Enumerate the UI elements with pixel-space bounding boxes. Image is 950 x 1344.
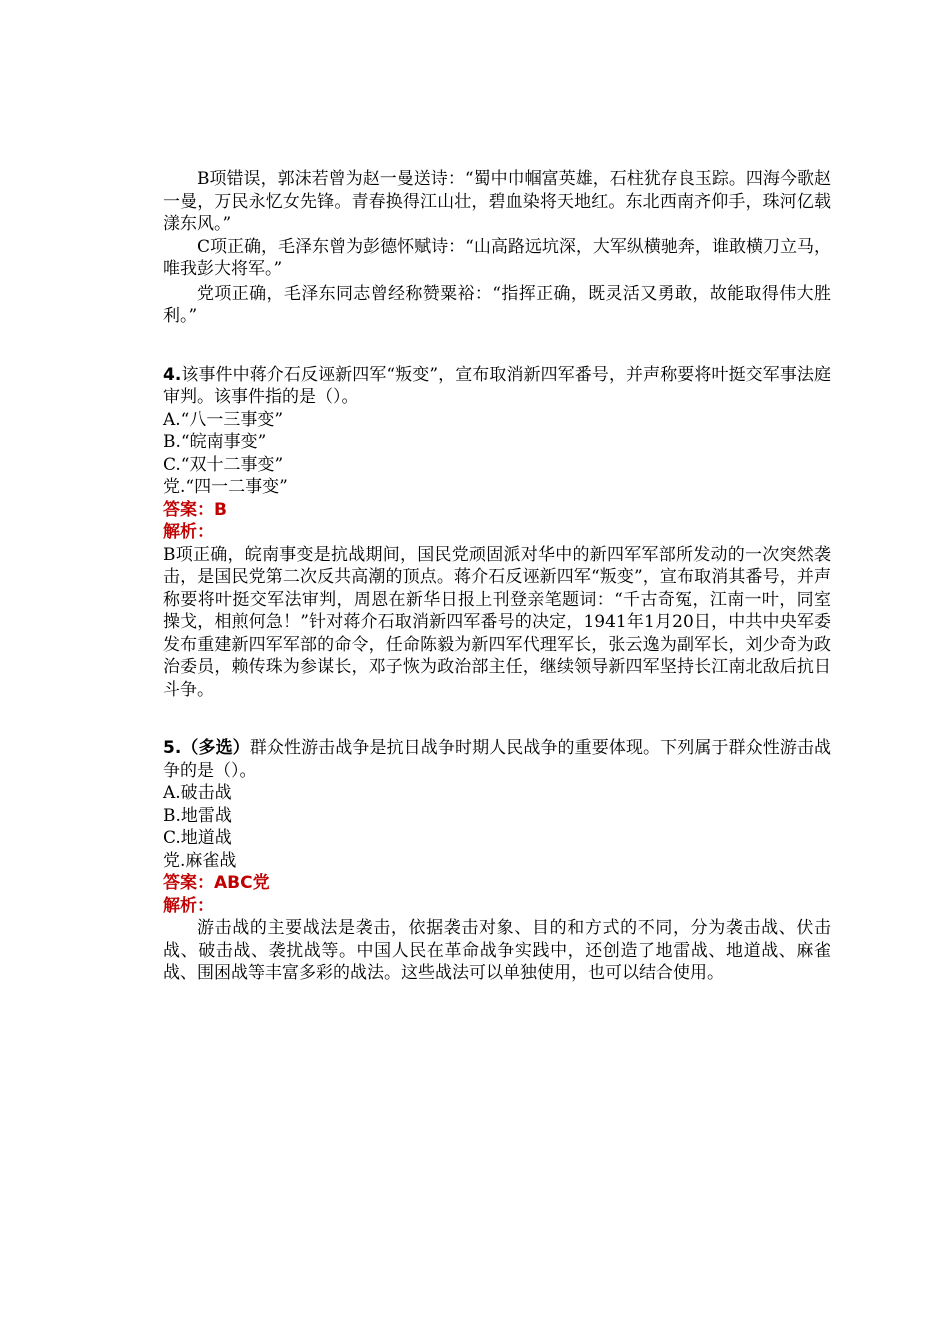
question-5-analysis: 游击战的主要战法是袭击，依据袭击对象、目的和方式的不同，分为袭击战、伏击战、破击战、袭扰战等。中国人民在革命战争实践中，还创造了地雷战、地道战、麻雀战、围困战等丰富多彩的战法。这些战法可以单独使用，也可以结合使用。 [163,918,831,983]
question-4-option-b: B.“皖南事变” [163,432,267,452]
prev-analysis-b: B项错误，郭沫若曾为赵一曼送诗：“蜀中巾帼富英雄，石柱犹存良玉踪。四海今歌赵一曼，万民永忆女先锋。青春换得江山壮，碧血染将天地红。东北西南齐仰手，珠河亿载漾东风。” [163,169,831,234]
prev-analysis-c: C项正确，毛泽东曾为彭德怀赋诗：“山高路远坑深，大军纵横驰奔，谁敢横刀立马，唯我彭大将军。” [163,236,831,279]
question-4 [163,364,831,702]
document-page [163,168,831,985]
question-5 [163,737,831,985]
question-4-stem [163,364,831,409]
question-4-option-d: 党.“四一二事变” [163,477,288,497]
question-5-option-a: A.破击战 [163,783,232,803]
question-4-option-a: A.“八一三事变” [163,409,284,430]
question-5-tag: （多选） [181,738,250,758]
question-4-number: 4. [163,364,182,385]
question-5-text: 群众性游击战争是抗日战争时期人民战争的重要体现。下列属于群众性游击战争的是（）。 [163,738,832,781]
prev-analysis-d: 党项正确，毛泽东同志曾经称赞粟裕：“指挥正确，既灵活又勇敢，故能取得伟大胜利。” [163,283,831,326]
question-4-answer: 答案：B [163,499,227,520]
question-4-text: 该事件中蒋介石反诬新四军“叛变”，宣布取消新四军番号，并声称要将叶挺交军事法庭审判。该事件指的是（）。 [163,364,831,407]
question-5-option-c: C.地道战 [163,828,232,848]
question-5-option-b: B.地雷战 [163,805,232,826]
question-4-analysis-label: 解析： [163,522,214,542]
question-5-analysis-label: 解析： [163,895,214,916]
question-4-option-c: C.“双十二事变” [163,454,284,475]
question-5-option-d: 党.麻雀战 [163,850,237,871]
question-4-analysis: B项正确，皖南事变是抗战期间，国民党顽固派对华中的新四军军部所发动的一次突然袭击，是国民党第二次反共高潮的顶点。蒋介石反诬新四军“叛变”，宣布取消其番号，并声称要将叶挺交军法审判，周恩在新华日报上刊登亲笔题词：“千古奇冤，江南一叶，同室操戈，相煎何急！”针对蒋介石取消新四军番号的决定，1941年1月20日，中共中央军委发布重建新四军军部的命令，任命陈毅为新四军代理军长，张云逸为副军长，刘少奇为政治委员，赖传珠为参谋长，邓子恢为政治部主任，继续领导新四军坚持长江南北敌后抗日斗争。 [163,544,831,700]
question-5-answer: 答案：ABC党 [163,873,270,893]
question-5-stem [163,737,831,782]
question-5-number: 5. [163,738,182,758]
